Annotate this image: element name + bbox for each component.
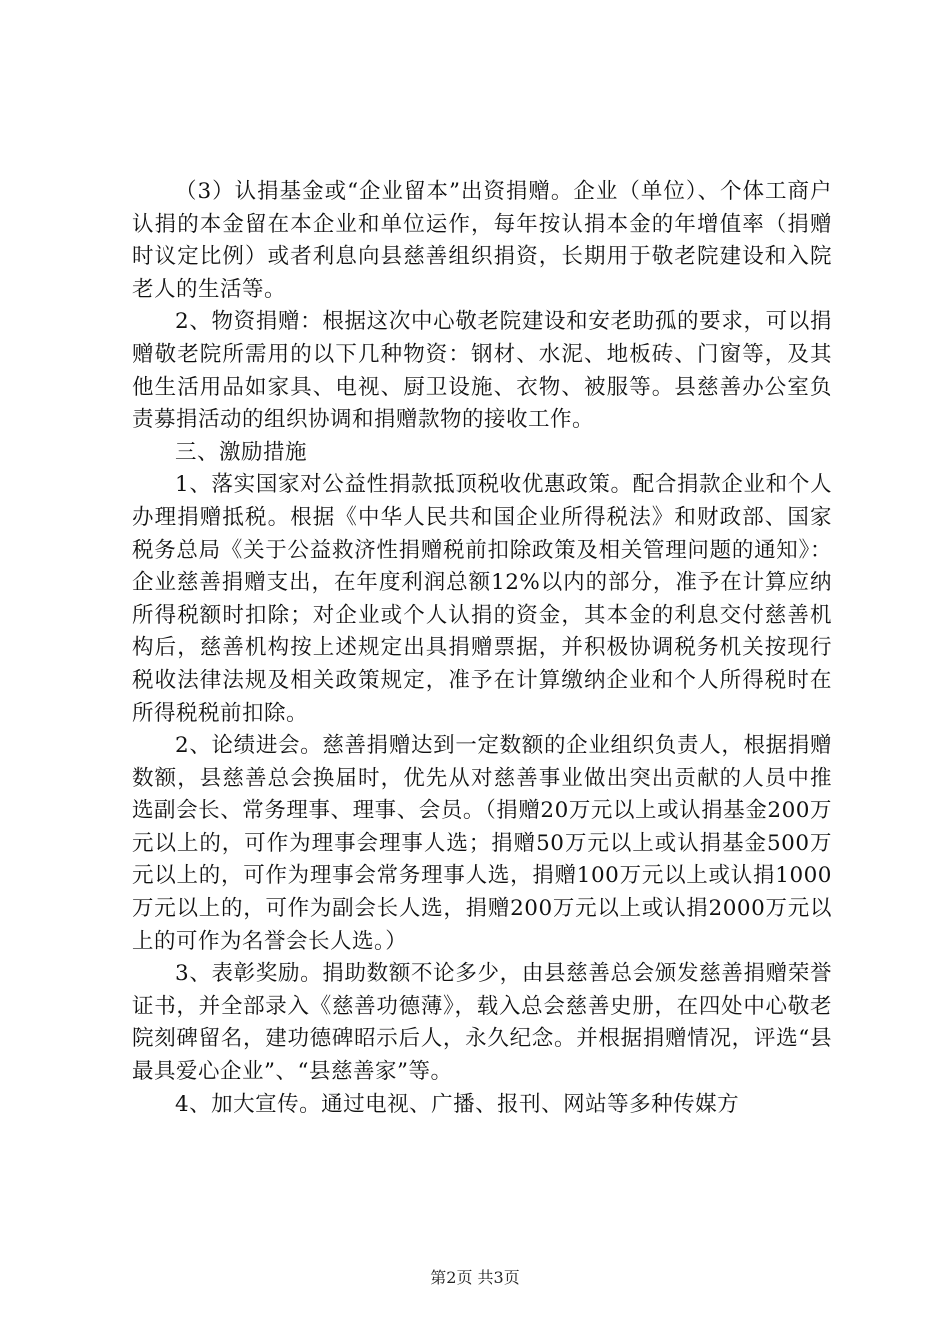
paragraph-material-donation: 2、物资捐赠：根据这次中心敬老院建设和安老助孤的要求，可以捐赠敬老院所需用的以下几种物资：钢材、水泥、地板砖、门窗等，及其他生活用品如家具、电视、厨卫设施、衣物、被服等。县慈善办公室负责募捐活动的组织协调和捐赠款物的接收工作。 [132,309,832,433]
document-body [132,176,832,1121]
paragraph-tax-deduction: 1、落实国家对公益性捐款抵顶税收优惠政策。配合捐款企业和个人办理捐赠抵税。根据《中华人民共和国企业所得税法》和财政部、国家税务总局《关于公益救济性捐赠税前扣除政策及相关管理问题的通知》：企业慈善捐赠支出，在年度利润总额12%以内的部分，准予在计算应纳所得税额时扣除；对企业或个人认捐的资金，其本金的利息交付慈善机构后，慈善机构按上述规定出具捐赠票据，并积极协调税务机关按现行税收法律法规及相关政策规定，准予在计算缴纳企业和个人所得税时在所得税税前扣除。 [132,472,832,726]
paragraph-commendation: 3、表彰奖励。捐助数额不论多少，由县慈善总会颁发慈善捐赠荣誉证书，并全部录入《慈善功德薄》，载入总会慈善史册，在四处中心敬老院刻碑留名，建功德碑昭示后人，永久纪念。并根据捐赠情况，评选“县最具爱心企业”、“县慈善家”等。 [132,961,832,1085]
paragraph-publicity: 4、加大宣传。通过电视、广播、报刊、网站等多种传媒方 [175,1091,740,1117]
section-heading-incentives: 三、激励措施 [175,439,308,465]
page-footer: 第2页 共3页 [430,1268,520,1287]
paragraph-merit-appointment: 2、论绩进会。慈善捐赠达到一定数额的企业组织负责人，根据捐赠数额，县慈善总会换届时，优先从对慈善事业做出突出贡献的人员中推选副会长、常务理事、理事、会员。（捐赠20万元以上或认捐基金200万元以上的，可作为理事会理事人选；捐赠50万元以上或认捐基金500万元以上的，可作为理事会常务理事人选，捐赠100万元以上或认捐1000万元以上的，可作为副会长人选，捐赠200万元以上或认捐2000万元以上的可作为名誉会长人选。） [132,733,832,954]
paragraph-endowment-donation: （3）认捐基金或“企业留本”出资捐赠。企业（单位）、个体工商户认捐的本金留在本企业和单位运作，每年按认捐本金的年增值率（捐赠时议定比例）或者利息向县慈善组织捐资，长期用于敬老院建设和入院老人的生活等。 [132,179,832,302]
